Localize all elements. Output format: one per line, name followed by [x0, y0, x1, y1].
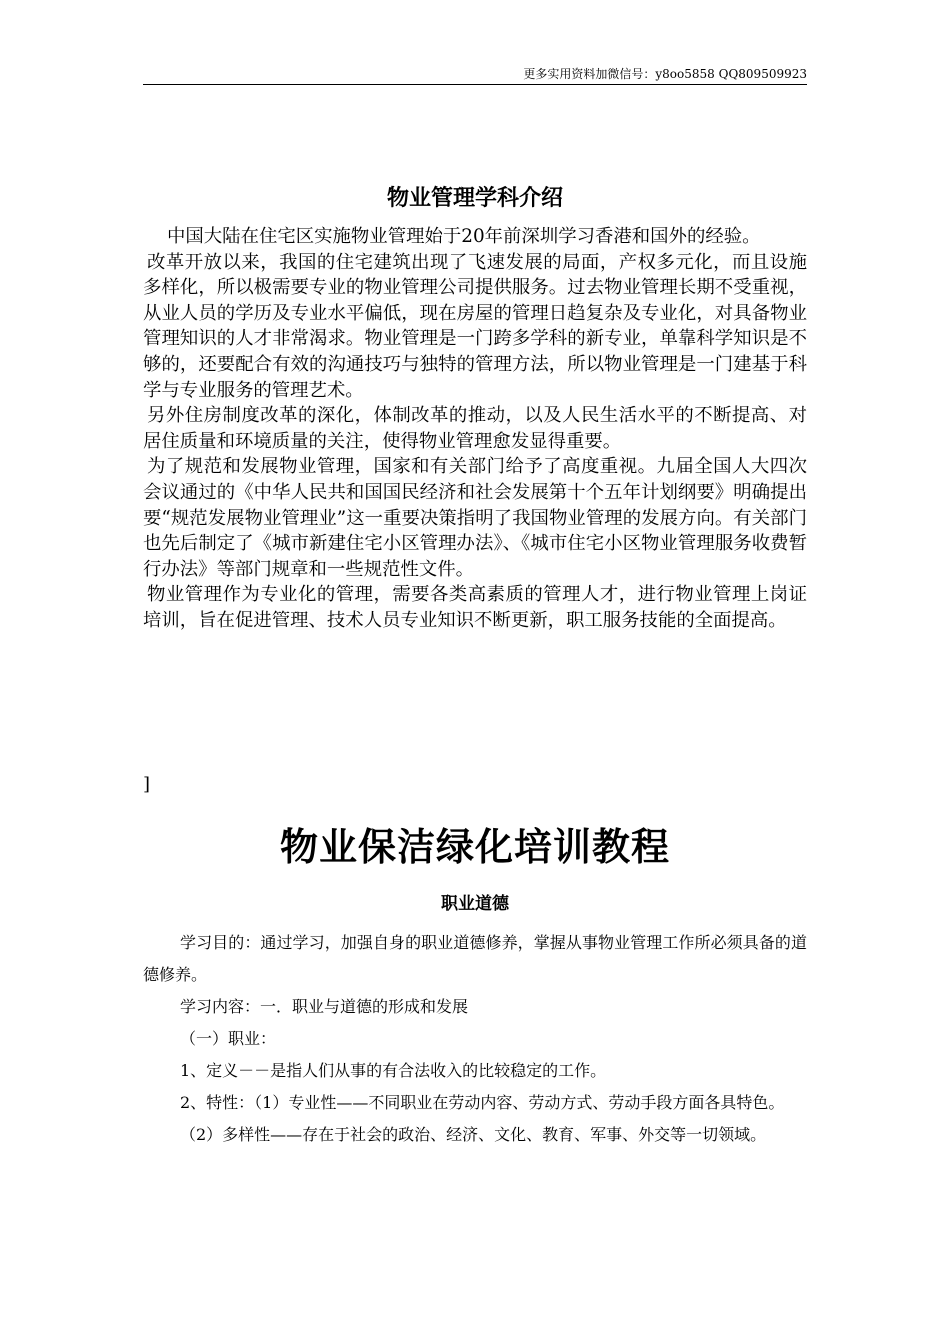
lesson-paragraph: （2）多样性——存在于社会的政治、经济、文化、教育、军事、外交等一切领域。: [180, 1125, 767, 1144]
intro-title: 物业管理学科介绍: [386, 185, 563, 211]
intro-body: [143, 224, 807, 634]
intro-paragraph: 另外住房制度改革的深化，体制改革的推动，以及人民生活水平的不断提高、对居住质量和环境质量的关注，使得物业管理愈发显得重要。: [143, 405, 807, 452]
lesson-body: [143, 927, 807, 1151]
course-title: 物业保洁绿化培训教程: [279, 824, 670, 869]
intro-paragraph: 为了规范和发展物业管理，国家和有关部门给予了高度重视。九届全国人大四次会议通过的《中华人民共和国国民经济和社会发展第十个五年计划纲要》明确提出要“规范发展物业管理业”这一重要决策指明了我国物业管理的发展方向。有关部门也先后制定了《城市新建住宅小区管理办法》、《城市住宅小区物业管理服务收费暂行办法》等部门规章和一些规范性文件。: [143, 456, 807, 580]
intro-paragraph: 物业管理作为专业化的管理，需要各类高素质的管理人才，进行物业管理上岗证培训，旨在促进管理、技术人员专业知识不断更新，职工服务技能的全面提高。: [143, 584, 807, 631]
header-note: 更多实用资料加微信号：y8oo5858 QQ809509923: [523, 67, 807, 81]
intro-paragraph: 中国大陆在住宅区实施物业管理始于20年前深圳学习香港和国外的经验。: [167, 226, 761, 247]
lesson-paragraph: 1、定义－－是指人们从事的有合法收入的比较稳定的工作。: [180, 1061, 607, 1080]
lesson-paragraph: 学习内容：一．职业与道德的形成和发展: [180, 997, 469, 1016]
intro-paragraph: 改革开放以来，我国的住宅建筑出现了飞速发展的局面，产权多元化，而且设施多样化，所以极需要专业的物业管理公司提供服务。过去物业管理长期不受重视，从业人员的学历及专业水平偏低，现在房屋的管理日趋复杂及专业化，对具备物业管理知识的人才非常渴求。物业管理是一门跨多学科的新专业，单靠科学知识是不够的，还要配合有效的沟通技巧与独特的管理方法，所以物业管理是一门建基于科学与专业服务的管理艺术。: [143, 251, 807, 401]
lesson-paragraph: 2、特性：（1）专业性——不同职业在劳动内容、劳动方式、劳动手段方面各具特色。: [180, 1093, 785, 1112]
stray-bracket: ]: [143, 774, 151, 795]
lesson-paragraph: 学习目的：通过学习，加强自身的职业道德修养，掌握从事物业管理工作所必须具备的道德修养。: [143, 933, 807, 984]
header-divider: [143, 84, 807, 85]
section-title: 职业道德: [441, 894, 509, 914]
lesson-paragraph: （一）职业：: [180, 1029, 277, 1048]
